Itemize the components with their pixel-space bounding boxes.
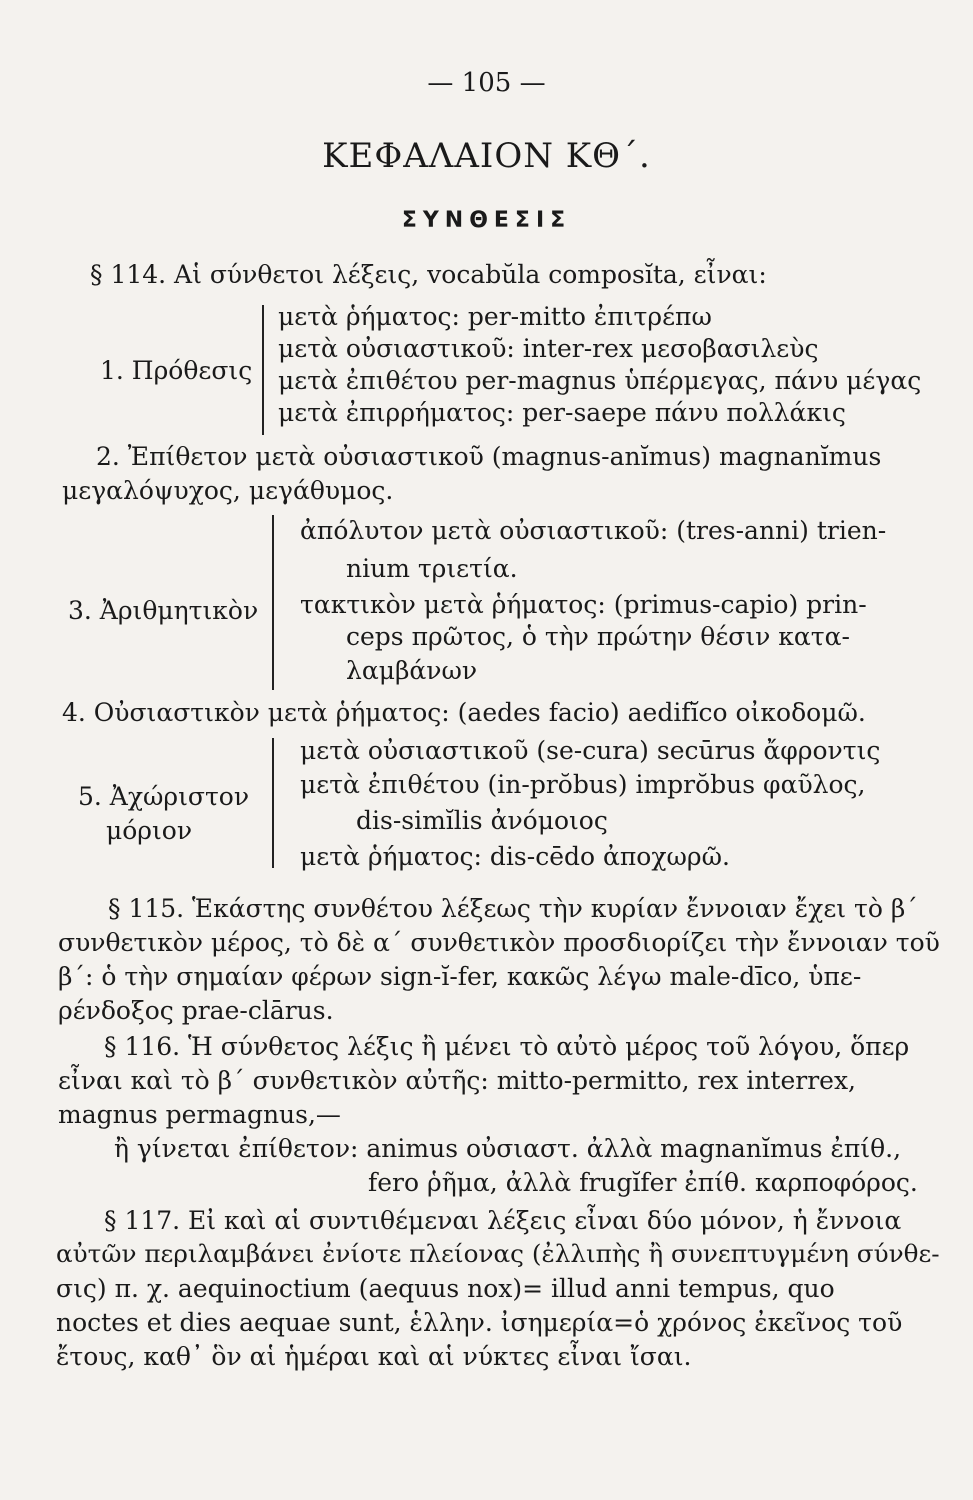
p117-line: ἔτους, καθ᾽ ὃν αἱ ἡμέραι καὶ αἱ νύκτες εἶναι ἴσαι. <box>56 1342 692 1371</box>
p117-line: § 117. Εἰ καὶ αἱ συντιθέμεναι λέξεις εἶναι δύο μόνον, ἡ ἔννοια <box>104 1206 902 1235</box>
brace-group-5 <box>272 738 274 868</box>
p117-line: noctes et dies aequae sunt, ἑλλην. ἰσημερία=ὁ χρόνος ἐκεῖνος τοῦ <box>56 1308 903 1337</box>
group-5-line: dis-simĭlis ἀνόμοιος <box>356 806 608 835</box>
group-3-line: nium τριετία. <box>346 554 518 583</box>
group-3-line: ceps πρῶτος, ὁ τὴν πρώτην θέσιν κατα- <box>346 622 850 651</box>
p117-line: σις) π. χ. aequinoctium (aequus nox)= illud anni tempus, quo <box>56 1274 835 1303</box>
group-5-label: μόριον <box>106 816 193 845</box>
group-5-label: 5. Ἀχώριστον <box>78 782 250 811</box>
p116-line: magnus permagnus,— <box>58 1100 341 1129</box>
chapter-title: ΚΕΦΑΛΑΙΟΝ ΚΘ΄. <box>322 136 651 176</box>
p115-line: § 115. Ἑκάστης συνθέτου λέξεως τὴν κυρίαν ἔννοιαν ἔχει τὸ β΄ <box>108 894 918 923</box>
section-heading: ΣΥΝΘΕΣΙΣ <box>401 208 572 233</box>
page-number: — 105 — <box>427 68 546 98</box>
group-1-label: 1. Πρόθεσις <box>100 356 253 385</box>
group-5-line: μετὰ ῥήματος: dis-cēdo ἀποχωρῶ. <box>300 842 730 871</box>
p116-line: ἢ γίνεται ἐπίθετον: animus οὐσιαστ. ἀλλὰ magnanĭmus ἐπίθ., <box>114 1134 902 1163</box>
group-1-line: μετὰ οὐσιαστικοῦ: inter-rex μεσοβασιλεὺς <box>278 334 819 363</box>
brace-group-1 <box>262 305 264 435</box>
p116-line: εἶναι καὶ τὸ β΄ συνθετικὸν αὐτῆς: mitto-permitto, rex interrex, <box>58 1066 856 1095</box>
group-3-line: τακτικὸν μετὰ ῥήματος: (primus-capio) prin- <box>300 590 867 619</box>
p116-line: § 116. Ἡ σύνθετος λέξις ἢ μένει τὸ αὐτὸ μέρος τοῦ λόγου, ὅπερ <box>104 1032 910 1061</box>
item-4-line: 4. Οὐσιαστικὸν μετὰ ῥήματος: (aedes facio) aedifĭco οἰκοδομῶ. <box>62 698 866 727</box>
p116-line: fero ῥῆμα, ἀλλὰ frugĭfer ἐπίθ. καρποφόρος. <box>368 1168 918 1197</box>
group-5-line: μετὰ ἐπιθέτου (in-prŏbus) imprŏbus φαῦλος, <box>300 770 866 799</box>
item-2-line: 2. Ἐπίθετον μετὰ οὐσιαστικοῦ (magnus-anĭmus) magnanĭmus <box>96 442 882 471</box>
group-3-line: λαμβάνων <box>346 656 478 685</box>
item-2-line: μεγαλόψυχος, μεγάθυμος. <box>62 476 394 505</box>
group-1-line: μετὰ ἐπιθέτου per-magnus ὑπέρμεγας, πάνυ μέγας <box>278 366 922 395</box>
group-3-label: 3. Ἀριθμητικὸν <box>68 596 259 625</box>
p115-line: συνθετικὸν μέρος, τὸ δὲ α΄ συνθετικὸν προσδιορίζει τὴν ἔννοιαν τοῦ <box>58 928 940 957</box>
p115-line: ρένδοξος prae-clārus. <box>58 996 334 1025</box>
brace-group-3 <box>272 515 274 690</box>
group-3-line: ἀπόλυτον μετὰ οὐσιαστικοῦ: (tres-anni) trien- <box>300 516 887 545</box>
group-5-line: μετὰ οὐσιαστικοῦ (se-cura) secūrus ἄφροντις <box>300 736 881 765</box>
p117-line: αὐτῶν περιλαμβάνει ἐνίοτε πλείονας (ἐλλιπὴς ἢ συνεπτυγμένη σύνθε- <box>56 1239 940 1268</box>
group-1-line: μετὰ ἐπιρρήματος: per-saepe πάνυ πολλάκις <box>278 398 846 427</box>
p115-line: β΄: ὁ τὴν σημαίαν φέρων sign-ĭ-fer, κακῶς λέγω male-dīco, ὑπε- <box>58 962 862 991</box>
group-1-line: μετὰ ῥήματος: per-mitto ἐπιτρέπω <box>278 302 712 331</box>
p114-intro: § 114. Αἱ σύνθετοι λέξεις, vocabŭla composĭta, εἶναι: <box>90 260 767 289</box>
